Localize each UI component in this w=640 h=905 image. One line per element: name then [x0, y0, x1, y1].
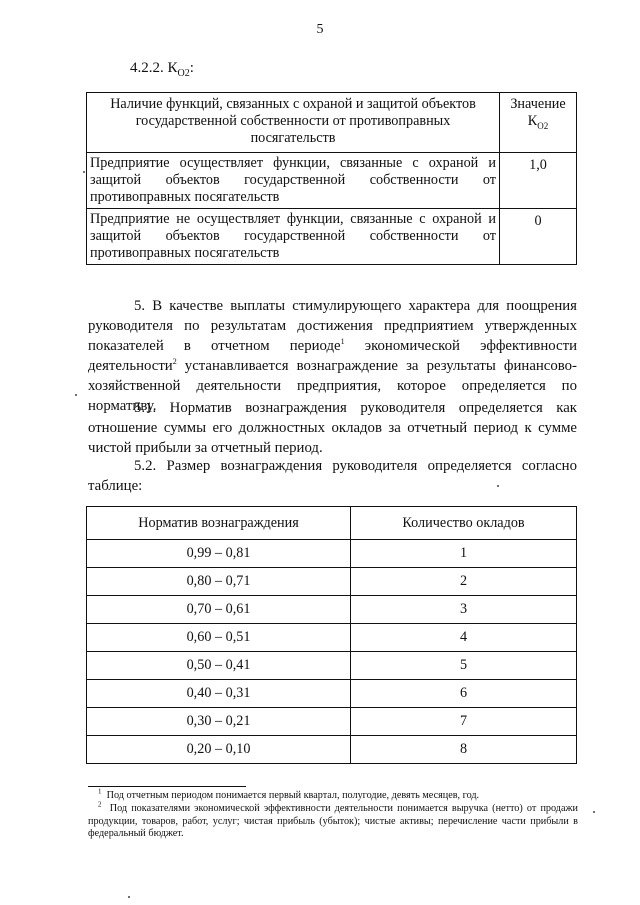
- k02-row-text: Предприятие не осуществляет функции, связанные с охраной и защитой объектов государственной собственности от противоправных посягательств: [87, 209, 500, 265]
- count-cell: 8: [351, 736, 577, 764]
- page-number: 5: [316, 22, 324, 37]
- k02-header-function: Наличие функций, связанных с охраной и защитой объектов государственной собственности от противоправных посягательств: [87, 93, 500, 153]
- norm-cell: 0,40 – 0,31: [87, 680, 351, 708]
- scan-speck: [75, 394, 77, 396]
- k02-table-header: [87, 93, 577, 153]
- footnote-ref-2: 2: [172, 357, 177, 367]
- section-subscript: О2: [177, 68, 190, 79]
- norm-cell: 0,30 – 0,21: [87, 708, 351, 736]
- paragraph-5-2: 5.2. Размер вознаграждения руководителя определяется согласно таблице:: [88, 458, 577, 494]
- reward-header-count: Количество окладов: [351, 507, 577, 540]
- k02-header-value-text: Значение: [510, 96, 566, 112]
- table-row: [87, 596, 577, 624]
- k02-header-value-symbol: К: [527, 113, 538, 129]
- count-cell: 1: [351, 540, 577, 568]
- section-number: 4.2.2.: [130, 60, 164, 76]
- table-row: [87, 680, 577, 708]
- norm-cell: 0,20 – 0,10: [87, 736, 351, 764]
- scan-speck: [83, 171, 85, 173]
- paragraph-5-part1: 5. В качестве выплаты стимулирующего характера для поощрения руководителя по результатам достижения предприятием утвержденных показателей в отчетном периоде: [88, 298, 577, 354]
- k02-header-value: [500, 93, 577, 153]
- reward-table-header: [87, 507, 577, 540]
- count-cell: 5: [351, 652, 577, 680]
- footnote-separator: [88, 786, 246, 787]
- paragraph-5-1: 5.1. Норматив вознаграждения руководителя определяется как отношение суммы его должностных окладов за отчетный период к сумме чистой прибыли за отчетный период.: [88, 400, 577, 456]
- footnote-2: [88, 800, 579, 841]
- table-row: [87, 153, 577, 209]
- count-cell: 7: [351, 708, 577, 736]
- norm-cell: 0,60 – 0,51: [87, 624, 351, 652]
- count-cell: 2: [351, 568, 577, 596]
- reward-header-norm: Норматив вознаграждения: [87, 507, 351, 540]
- k02-table: [86, 92, 577, 265]
- footnote-2-text: Под показателями экономической эффективности деятельности понимается выручка (нетто) от продажи продукции, товаров, работ, услуг; чистая прибыль (убыток); чистые активы; перечисление части прибыли в федеральный бюджет.: [88, 803, 579, 839]
- norm-cell: 0,99 – 0,81: [87, 540, 351, 568]
- k02-row-value: 0: [500, 209, 577, 265]
- table-row: [87, 652, 577, 680]
- table-row: [87, 736, 577, 764]
- footnote-ref-1: 1: [340, 337, 345, 347]
- scan-speck: [497, 485, 499, 487]
- scan-speck: [128, 896, 130, 898]
- table-row: [87, 568, 577, 596]
- count-cell: 4: [351, 624, 577, 652]
- k02-row-text: Предприятие осуществляет функции, связанные с охраной и защитой объектов государственной собственности от противоправных посягательств: [87, 153, 500, 209]
- scan-speck: [593, 811, 595, 813]
- k02-header-value-subscript: О2: [537, 120, 549, 131]
- count-cell: 3: [351, 596, 577, 624]
- section-heading: [130, 60, 194, 79]
- paragraph-5-part2: экономической эффективности деятельности: [88, 338, 577, 374]
- table-row: [87, 624, 577, 652]
- section-suffix: :: [189, 60, 194, 76]
- reward-table: [86, 506, 577, 764]
- section-symbol: К: [167, 60, 178, 76]
- norm-cell: 0,70 – 0,61: [87, 596, 351, 624]
- norm-cell: 0,80 – 0,71: [87, 568, 351, 596]
- footnote-1-text: Под отчетным периодом понимается первый квартал, полугодие, девять месяцев, год.: [106, 790, 480, 801]
- footnote-1: [88, 787, 578, 803]
- table-row: [87, 209, 577, 265]
- table-row: [87, 708, 577, 736]
- count-cell: 6: [351, 680, 577, 708]
- footnote-1-mark: 1: [98, 787, 102, 796]
- norm-cell: 0,50 – 0,41: [87, 652, 351, 680]
- table-row: [87, 540, 577, 568]
- paragraph-5-part3: устанавливается вознаграждение за результаты финансово-хозяйственной деятельности предприятия, которое определяется по нормативу.: [88, 358, 577, 414]
- k02-row-value: 1,0: [500, 153, 577, 209]
- footnote-2-mark: 2: [98, 800, 102, 809]
